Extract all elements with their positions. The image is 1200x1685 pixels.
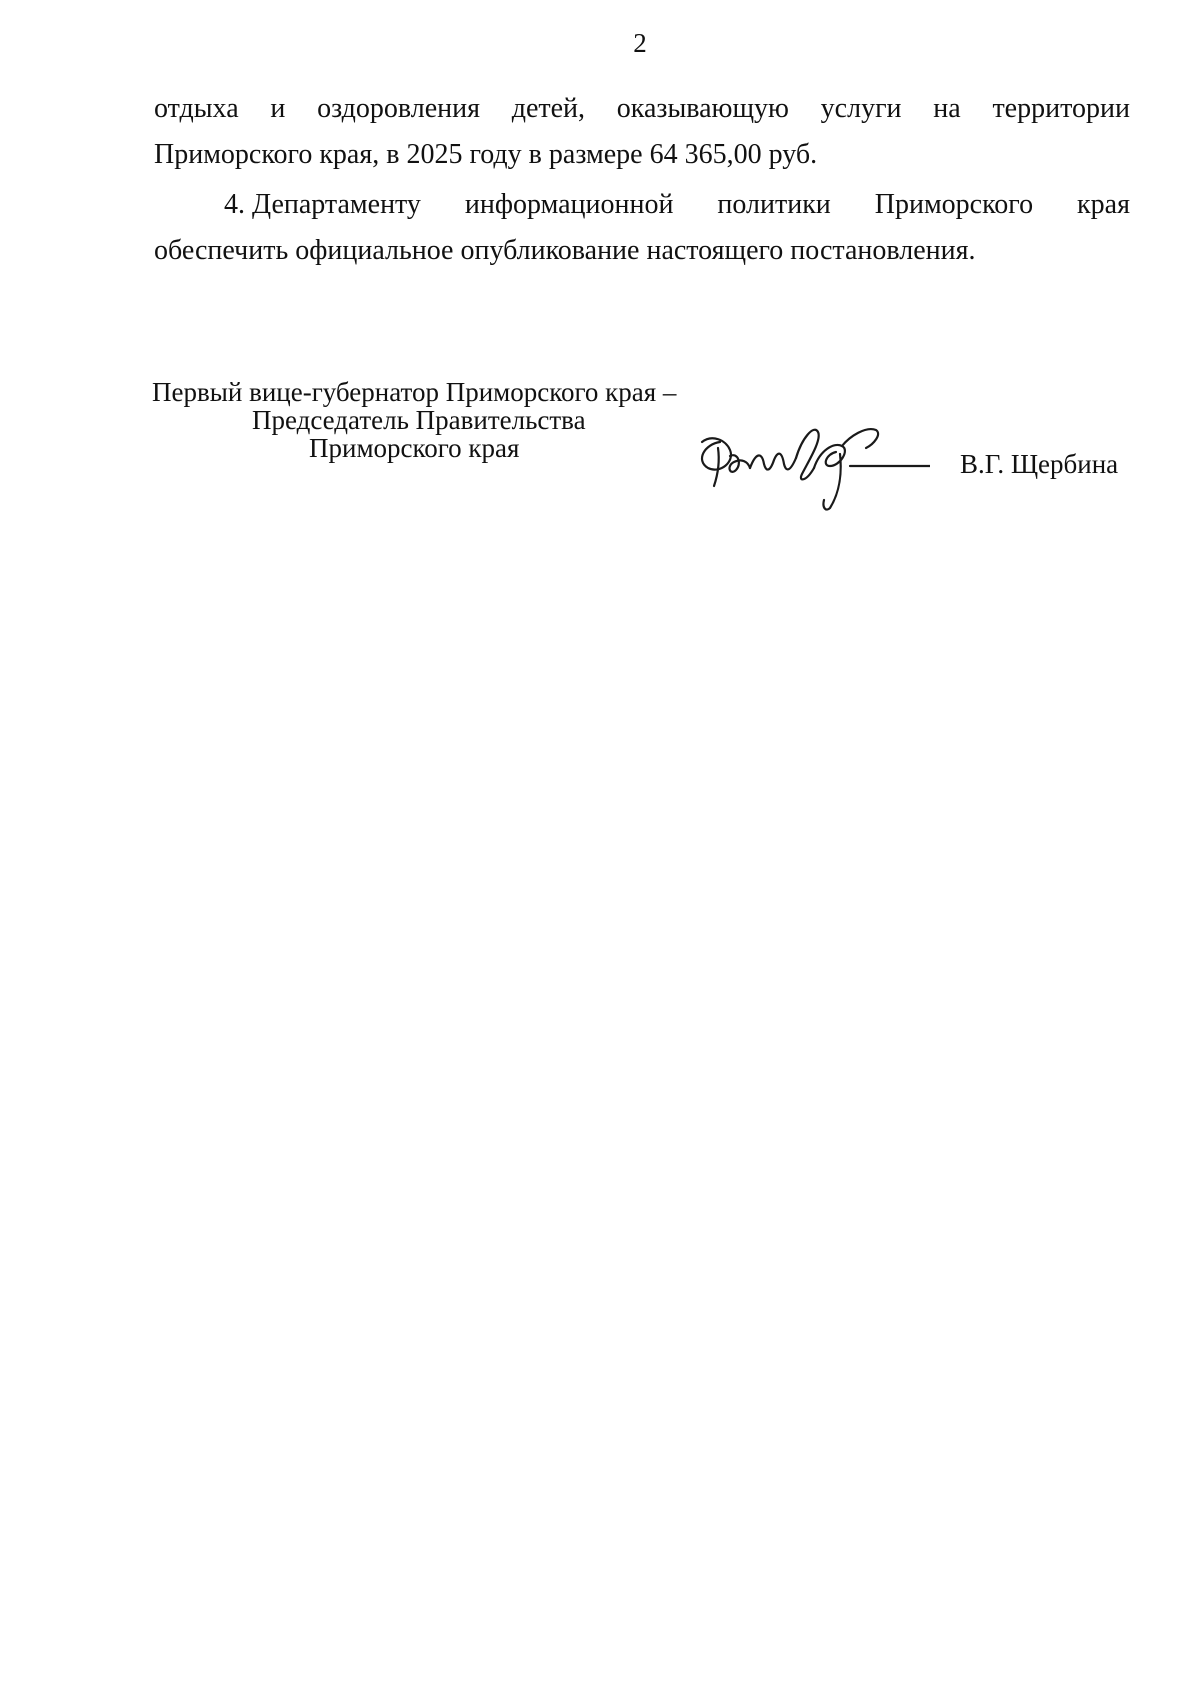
word: и: [270, 93, 286, 124]
word: края: [1077, 189, 1130, 220]
word: оказывающую: [616, 93, 789, 124]
word: оздоровления: [317, 93, 480, 124]
word: отдыха: [154, 93, 239, 124]
paragraph-line: [154, 182, 1130, 228]
signatory-title-line: Председатель Правительства: [252, 405, 586, 435]
handwritten-signature: [690, 412, 930, 512]
paragraph-line: Приморского края, в 2025 году в размере 64 365,00 руб.: [154, 139, 818, 170]
word: услуги: [820, 93, 902, 124]
signatory-title-line: Первый вице-губернатор Приморского края –: [152, 377, 677, 407]
paragraph-funding: [154, 86, 1130, 178]
word: информационной: [464, 189, 674, 220]
word: 4. Департаменту: [224, 189, 421, 220]
signatory-title: [152, 378, 676, 462]
page-number: 2: [633, 28, 647, 58]
word: на: [933, 93, 961, 124]
word: политики: [717, 189, 831, 220]
signer-name: В.Г. Щербина: [960, 449, 1119, 479]
paragraph-line: [154, 86, 1130, 132]
paragraph-line: обеспечить официальное опубликование настоящего постановления.: [154, 235, 976, 266]
word: детей,: [511, 93, 586, 124]
word: Приморского: [874, 189, 1034, 220]
word: территории: [992, 93, 1130, 124]
signatory-title-line: Приморского края: [309, 433, 520, 463]
paragraph-publication: [154, 182, 1130, 274]
